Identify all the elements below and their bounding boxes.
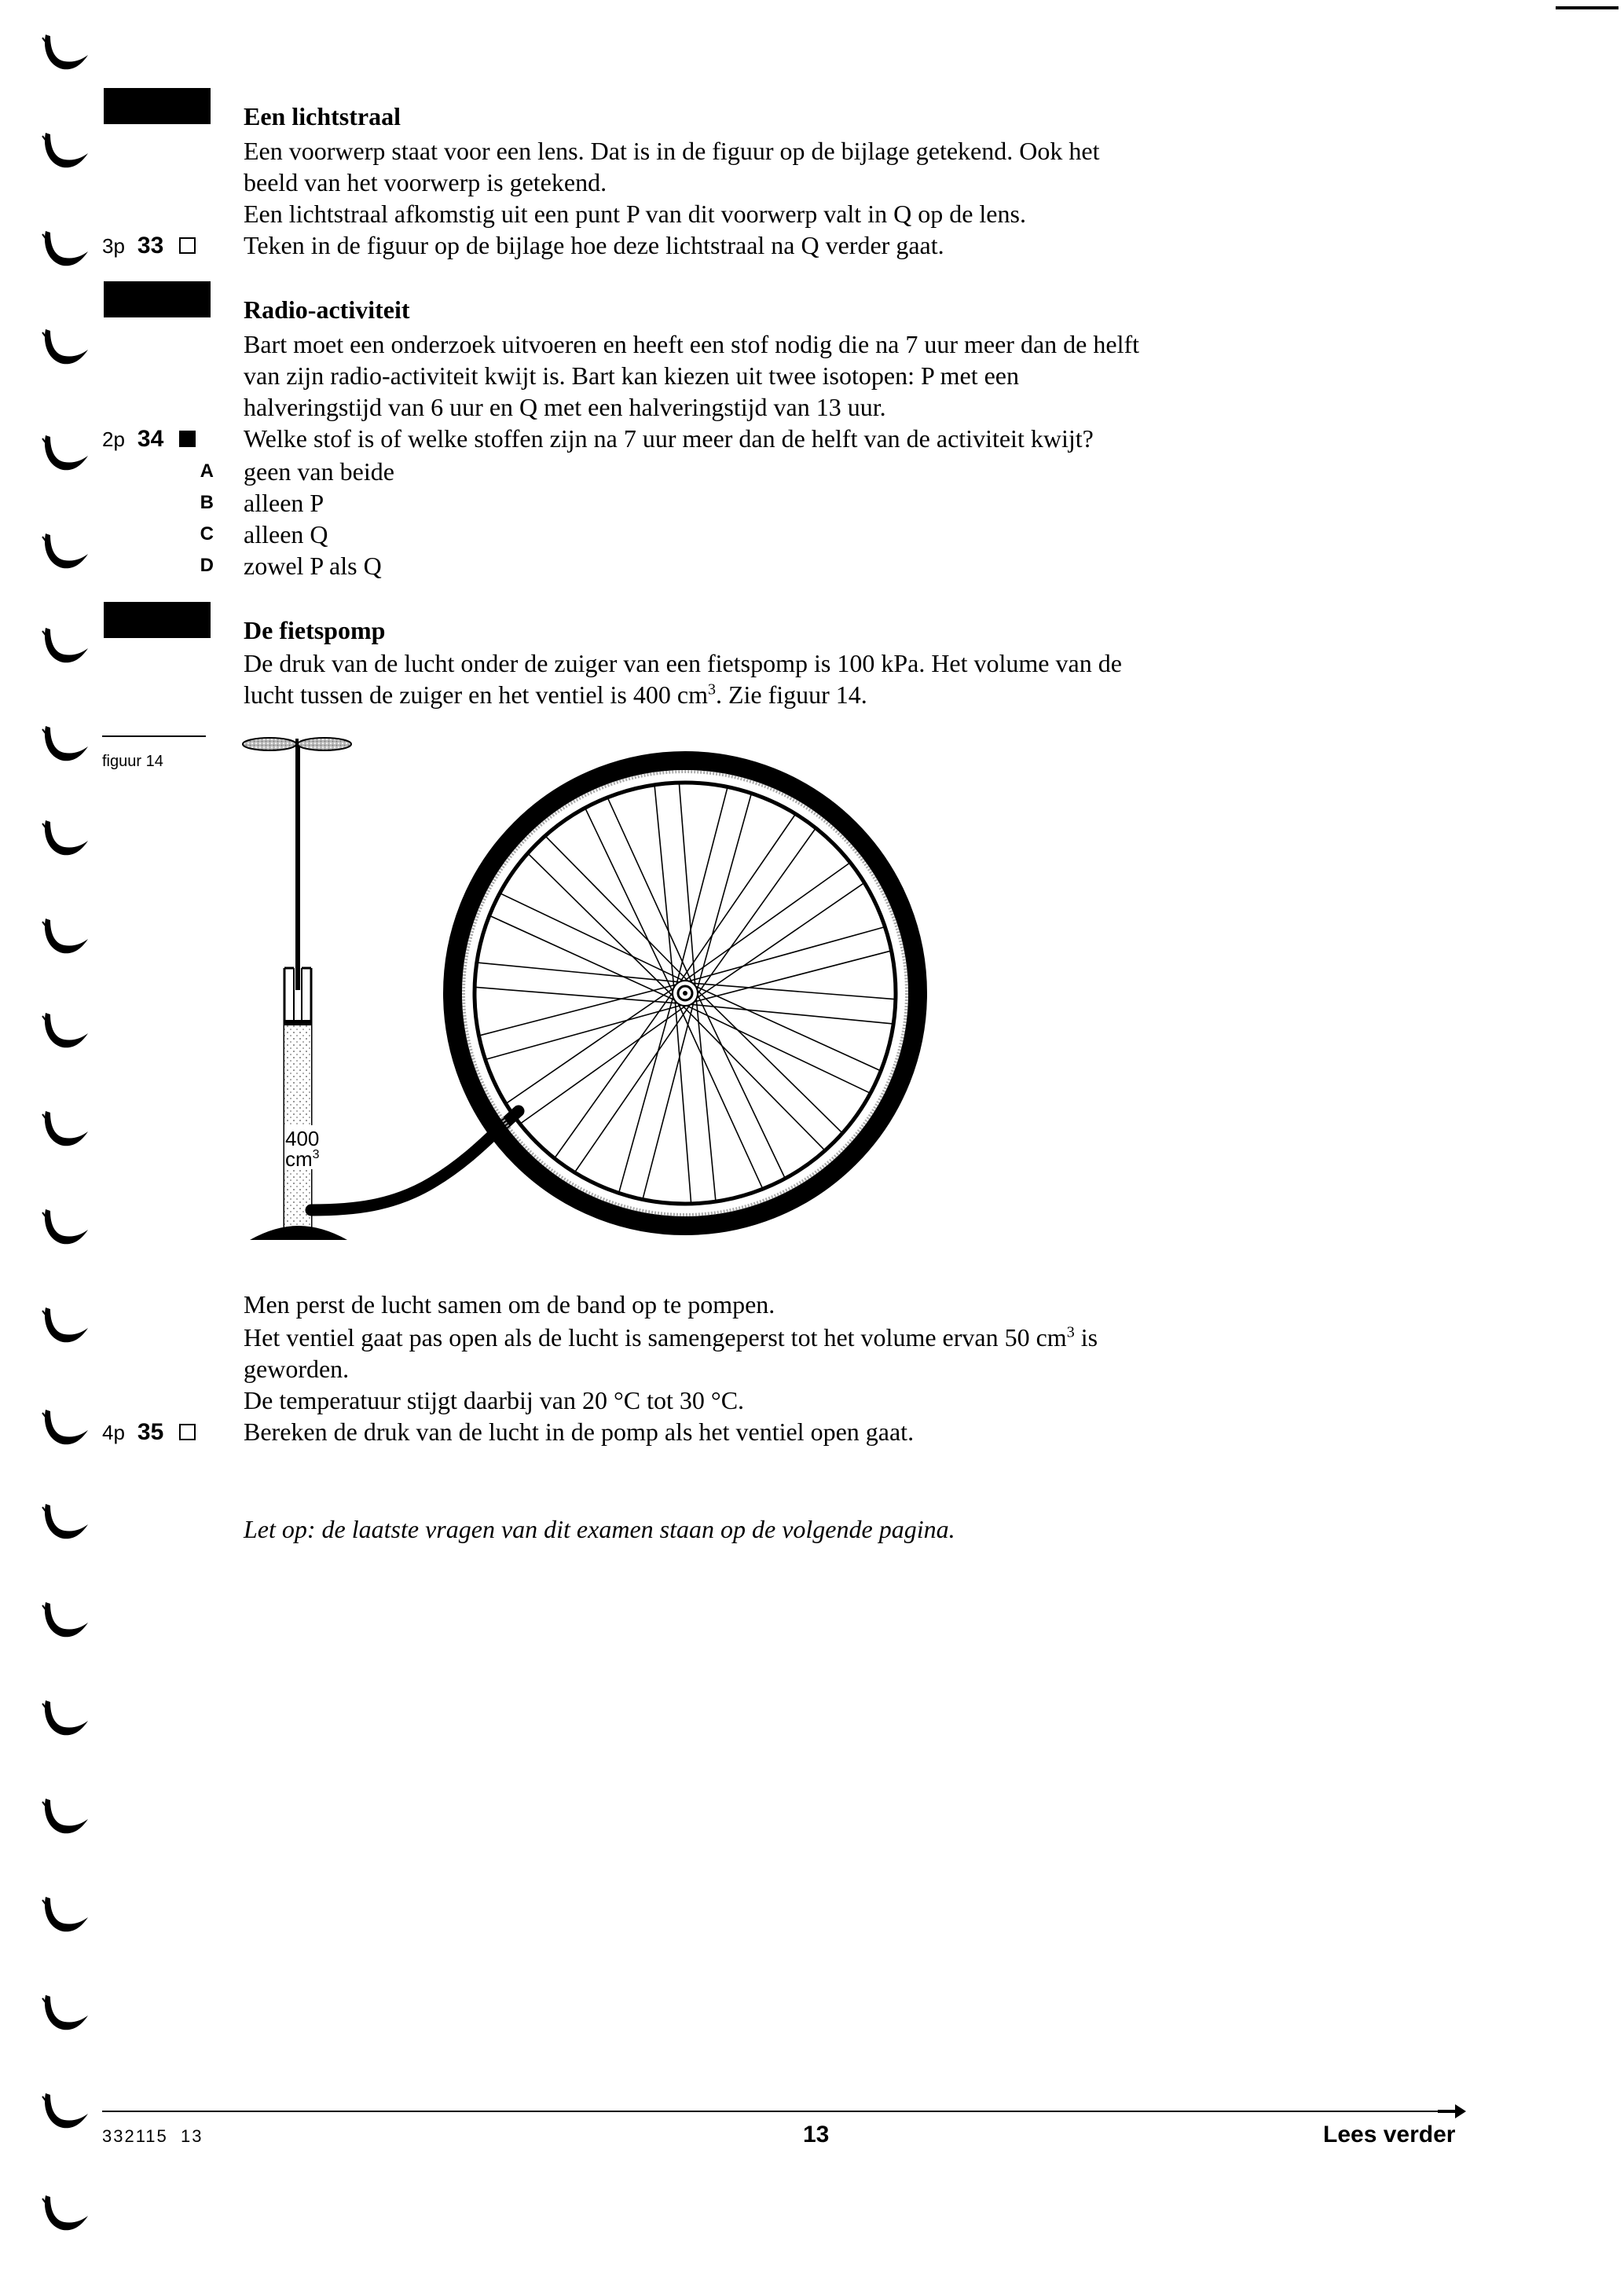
binding-mark [39, 530, 91, 576]
binding-mark [39, 1407, 91, 1452]
wheel-spoke [684, 1004, 869, 1093]
question-points: 3p [102, 234, 125, 258]
question-number: 34 [137, 426, 164, 452]
section-title-fietspomp: De fietspomp [244, 616, 386, 644]
wheel-spoke [676, 1000, 762, 1187]
wheel-spoke [691, 951, 890, 1003]
paragraph-line: halveringstijd van 6 uur en Q met een halveringstijd van 13 uur. [244, 393, 886, 421]
question-marker-35 [102, 1419, 196, 1446]
pump-cylinder [284, 968, 311, 1231]
wheel [453, 761, 918, 1226]
text-part: Het ventiel gaat pas open als de lucht is samengeperst tot het volume ervan 50 cm [244, 1323, 1067, 1352]
option-text: alleen P [244, 489, 324, 517]
binding-mark [39, 1697, 91, 1743]
wheel-spoke [501, 894, 687, 983]
wheel-spoke [480, 984, 680, 1036]
wheel-spoke [619, 993, 674, 1191]
paragraph-line: De temperatuur stijgt daarbij van 20 °C tot 30 °C. [244, 1386, 745, 1414]
option-text: alleen Q [244, 520, 328, 548]
footer-next-label: Lees verder [1323, 2122, 1456, 2147]
paragraph-line: beeld van het voorwerp is getekend. [244, 168, 607, 196]
paragraph-line: Een voorwerp staat voor een lens. Dat is in de figuur op de bijlage getekend. Ook het [244, 137, 1100, 165]
wheel-spoke [695, 988, 841, 1132]
section-marker [104, 281, 211, 317]
binding-mark [39, 1795, 91, 1841]
footer-page-number: 13 [803, 2122, 830, 2147]
wheel-spoke [487, 1004, 685, 1059]
option-letter: D [200, 555, 214, 576]
section-marker [104, 602, 211, 638]
volume-label-number: 400 [285, 1127, 320, 1150]
binding-mark [39, 625, 91, 670]
answer-checkbox-filled [179, 431, 196, 447]
wheel-spoke [694, 884, 863, 1000]
pump-base [250, 1226, 347, 1240]
pump-rod [295, 746, 300, 990]
question-text-33: Teken in de figuur op de bijlage hoe deze lichtstraal na Q verder gaat. [244, 231, 944, 259]
volume-label-unit: $cm^3$ [285, 1147, 320, 1171]
wheel-spoke [643, 999, 695, 1198]
wheel-spoke [692, 985, 879, 1070]
wheel-spoke [680, 1003, 824, 1150]
figure-label-rule [102, 735, 206, 737]
question-points: 4p [102, 1421, 125, 1444]
question-marker-33 [102, 233, 196, 259]
paragraph-line [244, 1322, 1098, 1353]
wheel-spoke [491, 916, 678, 1002]
wheel-spoke [696, 992, 785, 1177]
option-text: geen van beide [244, 457, 394, 486]
option-text: zowel P als Q [244, 552, 382, 580]
wheel-spoke [676, 788, 728, 988]
superscript: 3 [1066, 1323, 1075, 1341]
wheel-spoke [696, 795, 751, 993]
question-marker-34 [102, 426, 196, 453]
question-number: 35 [137, 1419, 164, 1445]
wheel-spoke [678, 815, 794, 985]
text-part: . Zie figuur 14. [715, 680, 867, 709]
section-title-radio: Radio-activiteit [244, 295, 410, 324]
footer-arrow-icon [1438, 2103, 1466, 2120]
binding-mark [39, 130, 91, 175]
option-letter: A [200, 460, 214, 482]
wheel-spoke [507, 986, 676, 1102]
option-letter: B [200, 492, 214, 513]
figure-label: figuur 14 [102, 753, 163, 770]
footer-code: 332115 13 [102, 2126, 203, 2146]
next-page-note: Let op: de laatste vragen van dit examen staan op de volgende pagina. [244, 1515, 955, 1543]
answer-checkbox [179, 237, 196, 254]
binding-mark [39, 432, 91, 478]
text-part: lucht tussen de zuiger en het ventiel is 400 cm [244, 680, 708, 709]
question-number: 33 [137, 233, 164, 259]
binding-mark [39, 31, 91, 77]
binding-mark [39, 1010, 91, 1055]
wheel-spoke [521, 1003, 688, 1123]
figure-pump-wheel [236, 723, 943, 1257]
binding-mark [39, 1894, 91, 1939]
answer-checkbox [179, 1424, 196, 1440]
wheel-spoke [586, 809, 675, 995]
question-text-35: Bereken de druk van de lucht in de pomp als het ventiel open gaat. [244, 1418, 915, 1446]
binding-mark [39, 1992, 91, 2037]
binding-mark [39, 723, 91, 768]
binding-mark [39, 1206, 91, 1252]
question-points: 2p [102, 427, 125, 451]
wheel-spoke [529, 854, 676, 999]
option-letter: C [200, 523, 214, 545]
section-title-lichtstraal: Een lichtstraal [244, 102, 401, 130]
footer-rule [102, 2111, 1454, 2112]
corner-mark [1556, 6, 1619, 9]
paragraph-line [244, 679, 867, 710]
wheel-spoke [695, 829, 815, 996]
wheel-spoke [555, 989, 675, 1157]
binding-mark [39, 1108, 91, 1154]
superscript: 3 [707, 680, 716, 699]
paragraph-line: De druk van de lucht onder de zuiger van een fietspomp is 100 kPa. Het volume van de [244, 649, 1122, 677]
binding-mark [39, 817, 91, 863]
paragraph-line: Een lichtstraal afkomstig uit een punt P van dit voorwerp valt in Q op de lens. [244, 200, 1026, 228]
paragraph-line: Bart moet een onderzoek uitvoeren en heeft een stof nodig die na 7 uur meer dan de helft [244, 330, 1139, 358]
question-text-34: Welke stof is of welke stoffen zijn na 7 uur meer dan de helft van de activiteit kwijt? [244, 424, 1094, 453]
section-marker [104, 88, 211, 124]
binding-mark [39, 2090, 91, 2136]
wheel-spoke [546, 837, 691, 984]
paragraph-line: Men perst de lucht samen om de band op te pompen. [244, 1290, 775, 1319]
wheel-spoke [608, 799, 694, 986]
binding-mark [39, 228, 91, 273]
binding-mark [39, 1599, 91, 1645]
binding-mark [39, 2192, 91, 2238]
text-part: is [1074, 1323, 1098, 1352]
binding-mark [39, 915, 91, 961]
wheel-spoke [681, 864, 849, 983]
wheel-spoke [685, 927, 883, 982]
binding-mark [39, 1501, 91, 1546]
binding-mark [39, 1304, 91, 1350]
binding-mark [39, 326, 91, 372]
paragraph-line: geworden. [244, 1355, 350, 1383]
wheel-spoke [576, 1002, 692, 1172]
paragraph-line: van zijn radio-activiteit kwijt is. Bart kan kiezen uit twee isotopen: P met een [244, 361, 1019, 390]
